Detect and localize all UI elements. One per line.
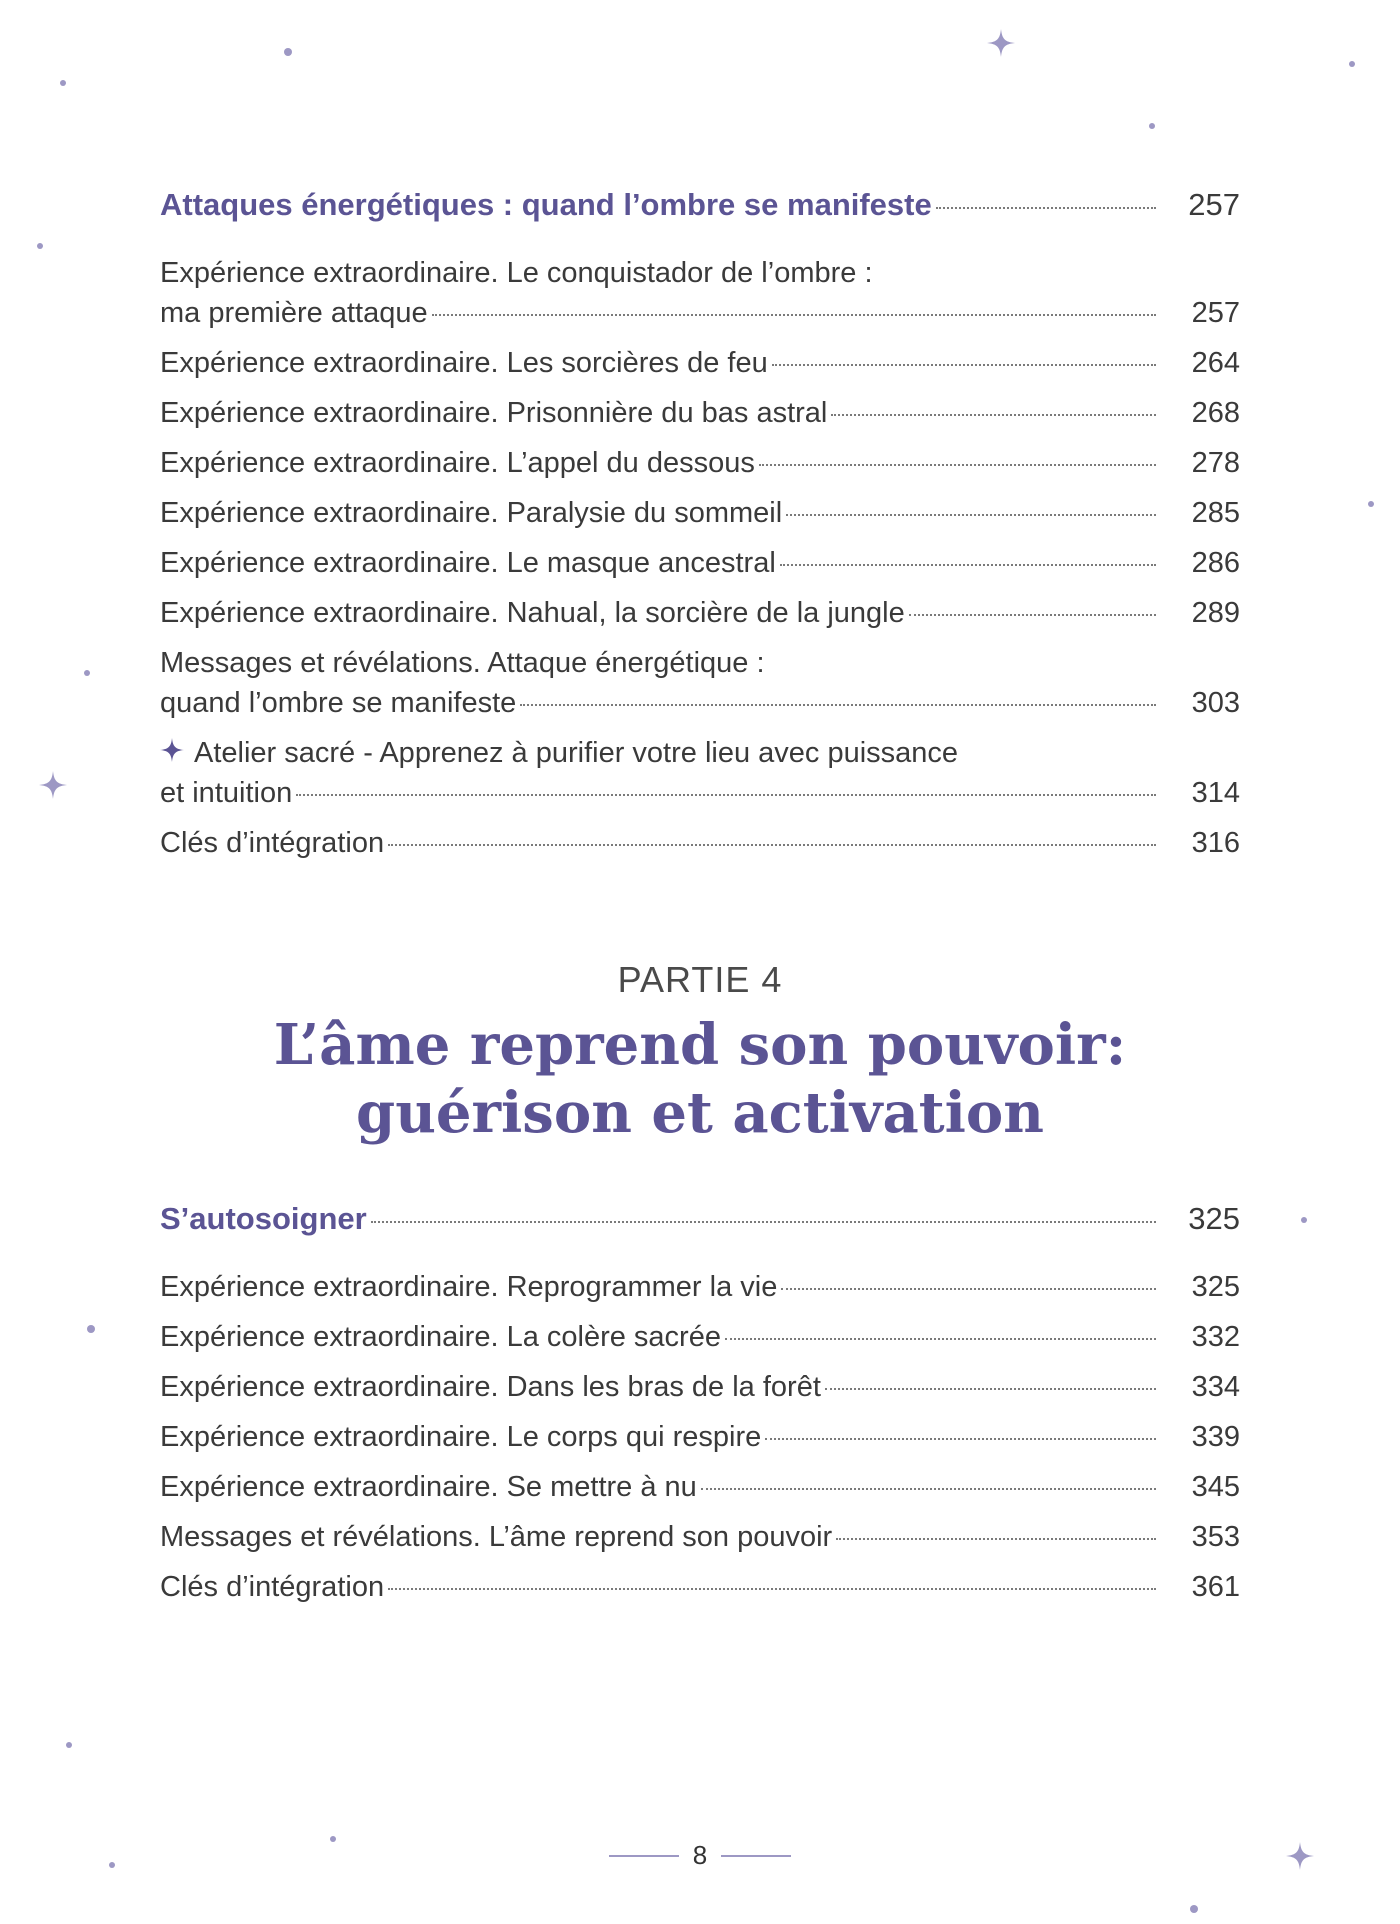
toc-page-number: 334 — [1191, 1371, 1240, 1403]
toc-page-number: 339 — [1191, 1421, 1240, 1453]
page-footer — [0, 1840, 1400, 1871]
toc-heading-title: S’autosoigner — [160, 1201, 367, 1236]
toc-section-autosoigner — [160, 1199, 1240, 1617]
toc-page-number: 289 — [1191, 597, 1240, 629]
dot-leader — [520, 703, 1156, 706]
dot-leader — [701, 1487, 1156, 1490]
toc-entry-line: Expérience extraordinaire. Nahual, la sorcière de la jungle — [160, 597, 905, 629]
toc-page-number: 285 — [1191, 497, 1240, 529]
toc-entry-line: Messages et révélations. L’âme reprend son pouvoir — [160, 1521, 833, 1553]
toc-page-number: 303 — [1191, 687, 1240, 719]
footer-rule — [721, 1855, 791, 1857]
toc-page-number: 264 — [1191, 347, 1240, 379]
dot-leader — [936, 206, 1156, 209]
toc-entry[interactable] — [160, 1317, 1240, 1357]
dot-leader — [825, 1387, 1156, 1390]
decor-dot — [1301, 1217, 1307, 1223]
toc-entry[interactable] — [160, 643, 1240, 723]
decor-dot — [84, 670, 90, 676]
sparkle-icon — [987, 29, 1015, 57]
decor-dot — [37, 243, 43, 249]
toc-entry-line: Expérience extraordinaire. Le conquistador de l’ombre : — [160, 257, 873, 289]
dot-leader — [772, 363, 1156, 366]
dot-leader — [836, 1537, 1156, 1540]
toc-entry[interactable] — [160, 443, 1240, 483]
toc-entry-line: Expérience extraordinaire. Prisonnière du bas astral — [160, 397, 828, 429]
toc-entry[interactable] — [160, 493, 1240, 533]
toc-entry-line: quand l’ombre se manifeste — [160, 687, 517, 719]
decor-dot — [60, 80, 66, 86]
dot-leader — [388, 1587, 1156, 1590]
dot-leader — [296, 793, 1156, 796]
toc-entry[interactable] — [160, 1267, 1240, 1307]
dot-leader — [371, 1220, 1156, 1223]
dot-leader — [388, 843, 1156, 846]
toc-page-number: 278 — [1191, 447, 1240, 479]
decor-dot — [1149, 123, 1155, 129]
toc-entry[interactable] — [160, 393, 1240, 433]
dot-leader — [432, 313, 1156, 316]
part-label: PARTIE 4 — [617, 959, 783, 1000]
toc-heading[interactable] — [160, 185, 1240, 225]
toc-entry-line: Expérience extraordinaire. Se mettre à nu — [160, 1471, 697, 1503]
part-title — [0, 1011, 1400, 1147]
toc-entry[interactable] — [160, 823, 1240, 863]
toc-entry-line: Clés d’intégration — [160, 1571, 385, 1603]
decor-dot — [1349, 61, 1355, 67]
sparkle-icon — [39, 771, 67, 799]
toc-page-number: 268 — [1191, 397, 1240, 429]
toc-entry[interactable] — [160, 593, 1240, 633]
toc-entry-line: Expérience extraordinaire. Le corps qui respire — [160, 1421, 762, 1453]
decor-dot — [1368, 501, 1374, 507]
toc-entry[interactable] — [160, 253, 1240, 333]
sparkle-bullet-icon — [160, 733, 184, 757]
toc-page-number: 286 — [1191, 547, 1240, 579]
toc-entry[interactable] — [160, 543, 1240, 583]
decor-dot — [284, 48, 292, 56]
part-title-line: L’âme reprend son pouvoir: — [273, 1012, 1127, 1078]
dot-leader — [759, 463, 1156, 466]
decor-dot — [1190, 1905, 1198, 1913]
toc-entry-line: Expérience extraordinaire. Les sorcières de feu — [160, 347, 768, 379]
dot-leader — [780, 563, 1156, 566]
toc-section-attaques — [160, 185, 1240, 873]
toc-entry[interactable] — [160, 1517, 1240, 1557]
toc-page-number: 361 — [1191, 1571, 1240, 1603]
toc-page-number: 257 — [1188, 187, 1240, 222]
part-header — [0, 955, 1400, 1147]
toc-page-number: 316 — [1191, 827, 1240, 859]
toc-page-number: 257 — [1191, 297, 1240, 329]
toc-entry-atelier[interactable] — [160, 733, 1240, 813]
toc-entry-line: Expérience extraordinaire. La colère sacrée — [160, 1321, 721, 1353]
toc-entry[interactable] — [160, 1417, 1240, 1457]
toc-entry-line: Clés d’intégration — [160, 827, 385, 859]
dot-leader — [725, 1337, 1156, 1340]
dot-leader — [765, 1437, 1156, 1440]
toc-page-number: 314 — [1191, 777, 1240, 809]
toc-entry-line: Messages et révélations. Attaque énergétique : — [160, 647, 765, 679]
page-number: 8 — [692, 1840, 708, 1870]
toc-entry-line: Atelier sacré - Apprenez à purifier votre lieu avec puissance — [194, 737, 959, 769]
toc-page-number: 325 — [1188, 1201, 1240, 1236]
toc-entry[interactable] — [160, 1467, 1240, 1507]
dot-leader — [909, 613, 1156, 616]
toc-entry-line: Expérience extraordinaire. Paralysie du sommeil — [160, 497, 783, 529]
toc-page-number: 345 — [1191, 1471, 1240, 1503]
toc-heading[interactable] — [160, 1199, 1240, 1239]
toc-entry-line: Expérience extraordinaire. Le masque ancestral — [160, 547, 776, 579]
toc-entry-line: Expérience extraordinaire. Dans les bras de la forêt — [160, 1371, 821, 1403]
toc-page-number: 353 — [1191, 1521, 1240, 1553]
toc-entry[interactable] — [160, 1567, 1240, 1607]
toc-heading-title: Attaques énergétiques : quand l’ombre se manifeste — [160, 187, 932, 222]
toc-page-number: 332 — [1191, 1321, 1240, 1353]
dot-leader — [831, 413, 1156, 416]
footer-rule — [609, 1855, 679, 1857]
toc-entry-line: ma première attaque — [160, 297, 428, 329]
toc-entry-line: Expérience extraordinaire. Reprogrammer la vie — [160, 1271, 778, 1303]
toc-page-number: 325 — [1191, 1271, 1240, 1303]
toc-entry[interactable] — [160, 1367, 1240, 1407]
decor-dot — [87, 1325, 95, 1333]
toc-entry-line: Expérience extraordinaire. L’appel du dessous — [160, 447, 755, 479]
part-title-line: guérison et activation — [356, 1080, 1044, 1146]
decor-dot — [66, 1742, 72, 1748]
dot-leader — [786, 513, 1156, 516]
toc-entry[interactable] — [160, 343, 1240, 383]
toc-entry-line: et intuition — [160, 777, 293, 809]
dot-leader — [781, 1287, 1156, 1290]
